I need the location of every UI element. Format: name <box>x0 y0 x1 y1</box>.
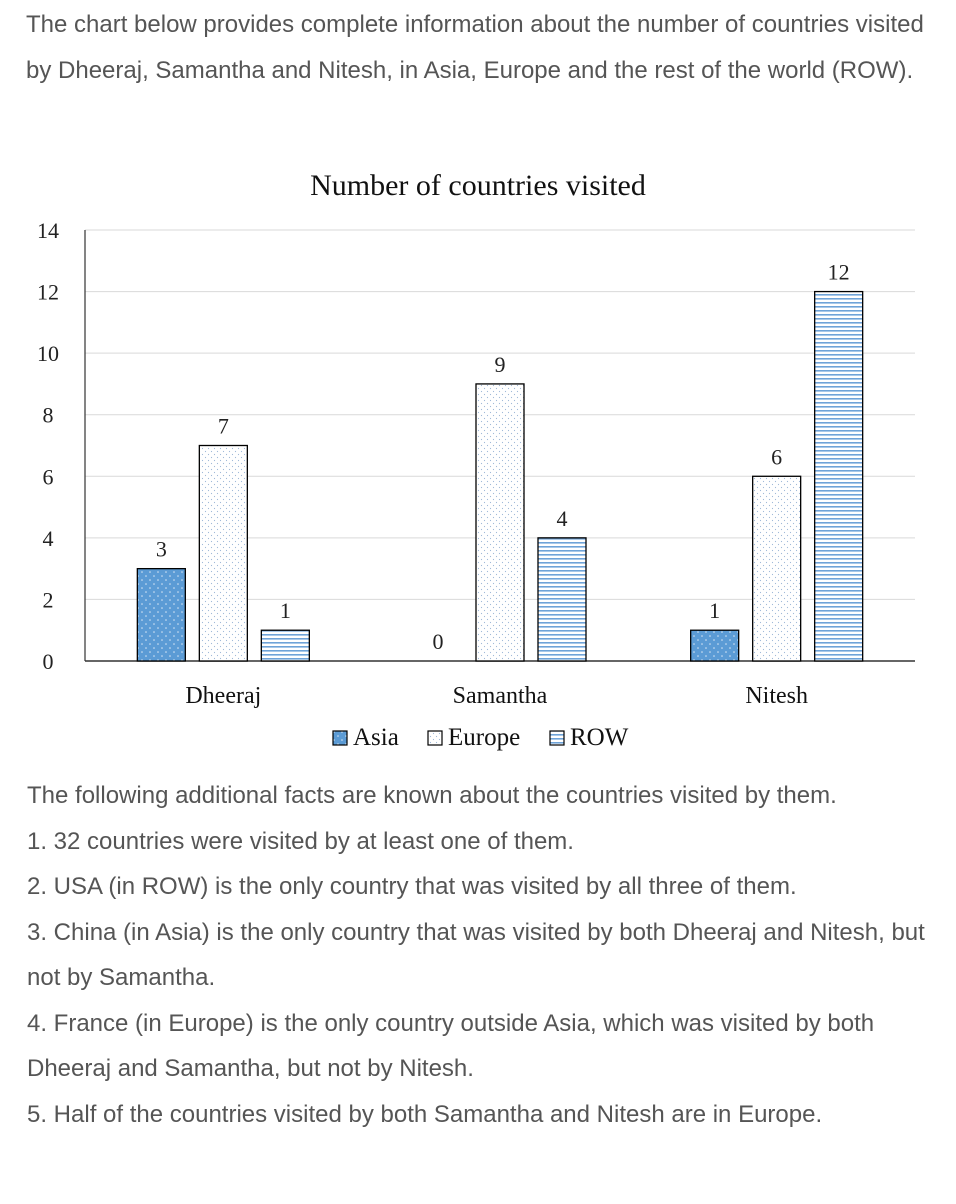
chart-svg <box>0 150 956 770</box>
x-tick-label: Samantha <box>452 683 548 709</box>
x-tick-label: Nitesh <box>745 683 809 709</box>
data-label: 3 <box>155 536 167 562</box>
data-label: 1 <box>279 598 291 624</box>
legend-label-asia: Asia <box>353 724 399 751</box>
data-label: 6 <box>771 444 783 470</box>
legend-swatch-asia <box>333 731 347 745</box>
legend-label-europe: Europe <box>448 724 521 751</box>
fact-item-3: 3. China (in Asia) is the only country that was visited by both Dheeraj and Nitesh, but not by Samantha. <box>27 918 925 991</box>
x-tick-label: Dheeraj <box>185 683 262 709</box>
data-label: 0 <box>432 629 444 654</box>
bar-chart <box>0 150 956 770</box>
data-label: 4 <box>556 505 568 531</box>
bar-europe-samantha <box>476 384 524 661</box>
y-tick-label: 4 <box>42 525 54 551</box>
facts-section <box>27 773 932 1137</box>
data-label: 9 <box>494 351 506 377</box>
y-tick-label: 14 <box>37 218 59 243</box>
y-tick-label: 0 <box>42 649 54 674</box>
bar-row-dheeraj <box>261 630 309 661</box>
y-tick-label: 10 <box>37 341 59 367</box>
y-tick-label: 8 <box>42 402 54 428</box>
legend-swatch-europe <box>428 731 442 745</box>
fact-item-5: 5. Half of the countries visited by both Samantha and Nitesh are in Europe. <box>27 1100 823 1128</box>
chart-title: Number of countries visited <box>310 169 646 202</box>
data-label: 1 <box>709 598 721 624</box>
y-tick-label: 12 <box>37 279 59 305</box>
bar-asia-dheeraj <box>137 569 185 661</box>
bar-row-nitesh <box>815 292 863 661</box>
fact-item-2: 2. USA (in ROW) is the only country that was visited by all three of them. <box>27 873 797 900</box>
facts-intro: The following additional facts are known about the countries visited by them. <box>27 782 837 809</box>
intro-paragraph: The chart below provides complete information about the number of countries visited by Dheeraj, Samantha and Nitesh, in Asia, Europe and the rest of the world (ROW). <box>26 11 924 84</box>
fact-item-1: 1. 32 countries were visited by at least one of them. <box>27 827 574 855</box>
bar-europe-dheeraj <box>199 446 247 662</box>
legend-label-row: ROW <box>570 724 629 751</box>
bar-europe-nitesh <box>753 476 801 661</box>
y-tick-label: 6 <box>42 464 54 490</box>
data-label: 7 <box>217 413 229 439</box>
bar-asia-nitesh <box>691 630 739 661</box>
fact-item-4: 4. France (in Europe) is the only country outside Asia, which was visited by both Dheeraj and Samantha, but not by Nitesh. <box>27 1009 875 1082</box>
y-tick-label: 2 <box>42 587 54 613</box>
bar-row-samantha <box>538 538 586 661</box>
data-label: 12 <box>827 259 850 285</box>
legend-swatch-row <box>550 731 564 745</box>
